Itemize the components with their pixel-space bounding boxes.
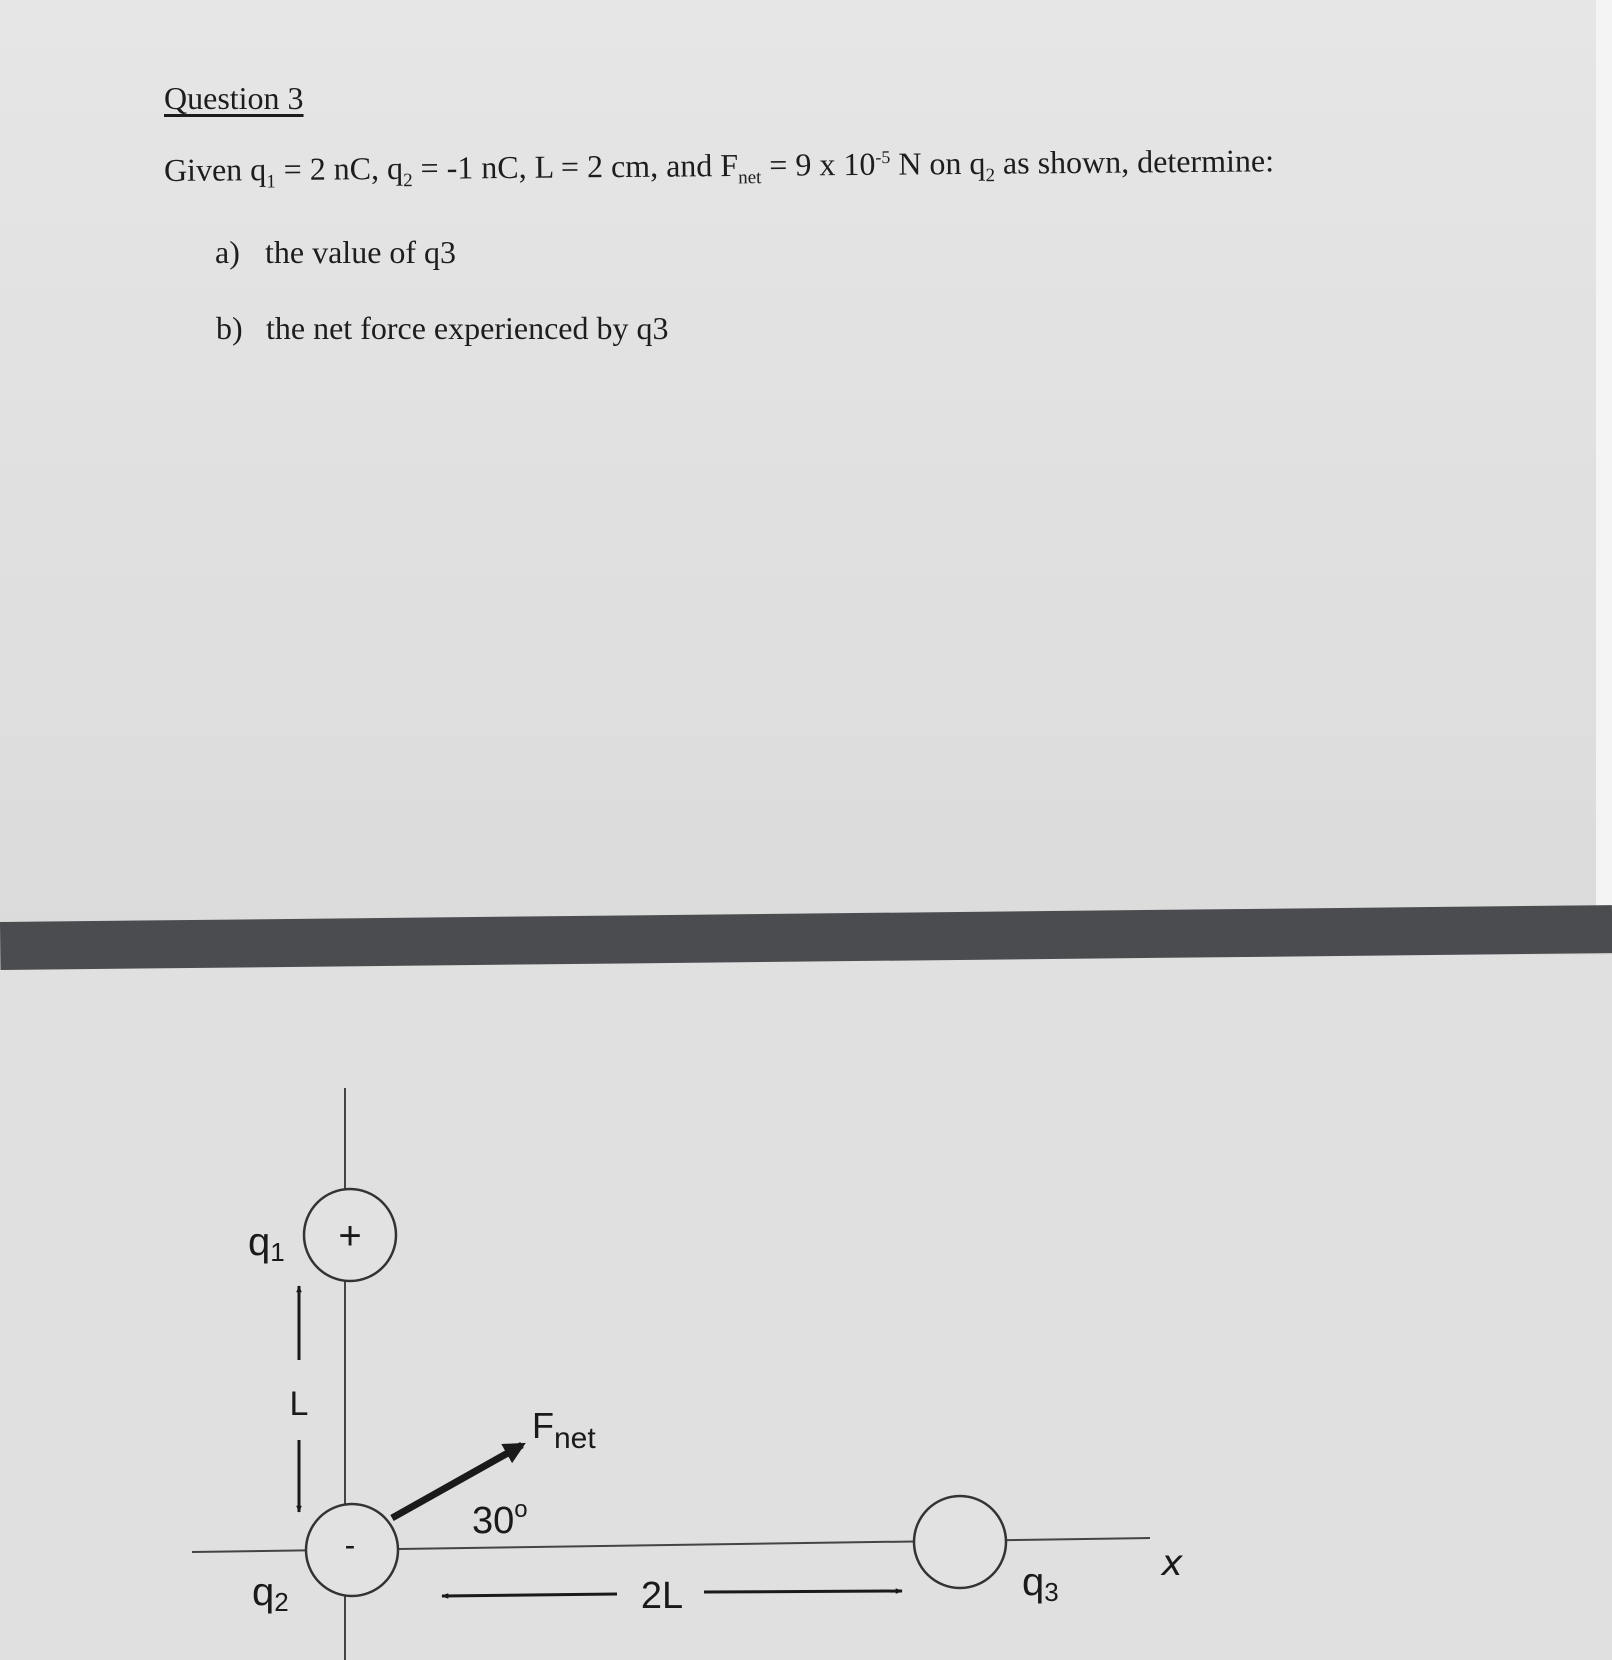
question-title: Question 3 <box>164 80 304 116</box>
part-a-label: a) <box>215 234 240 270</box>
force-label: $F_{net}$ <box>532 1405 596 1455</box>
q2-value: = -1 nC, L = 2 cm, and F <box>412 146 739 186</box>
given-prefix: Given q <box>163 151 267 188</box>
fnet-exponent: -5 <box>875 147 891 168</box>
q1-subscript: 1 <box>266 171 276 193</box>
q3-label: q3 <box>1022 1560 1059 1607</box>
part-b-text: the net force experienced by q3 <box>266 310 669 346</box>
q1-label: q1 <box>248 1220 285 1267</box>
q2-sign: - <box>344 1527 356 1563</box>
part-b-label: b) <box>216 310 243 346</box>
part-a-text: the value of q3 <box>265 234 457 270</box>
distance-arrow-right <box>704 1591 902 1592</box>
angle-label: 30$^o$ <box>472 1496 528 1542</box>
q1-sign: + <box>338 1214 362 1258</box>
fnet-subscript: net <box>738 167 762 189</box>
q2-label: q2 <box>252 1570 289 1617</box>
q2-subscript: 2 <box>403 170 413 192</box>
distance-arrow-left <box>442 1594 617 1596</box>
fnet-suffix: N on q <box>890 144 986 182</box>
q1-value: = 2 nC, q <box>275 149 404 188</box>
fnet-value: = 9 x 10 <box>761 145 876 183</box>
on-subscript: 2 <box>985 165 996 187</box>
distance-label: 2L <box>640 1575 684 1617</box>
given-suffix: as shown, determine: <box>994 142 1275 181</box>
q3-charge <box>914 1496 1006 1588</box>
separation-label: L <box>289 1385 309 1423</box>
axis-label: x <box>1161 1543 1183 1584</box>
